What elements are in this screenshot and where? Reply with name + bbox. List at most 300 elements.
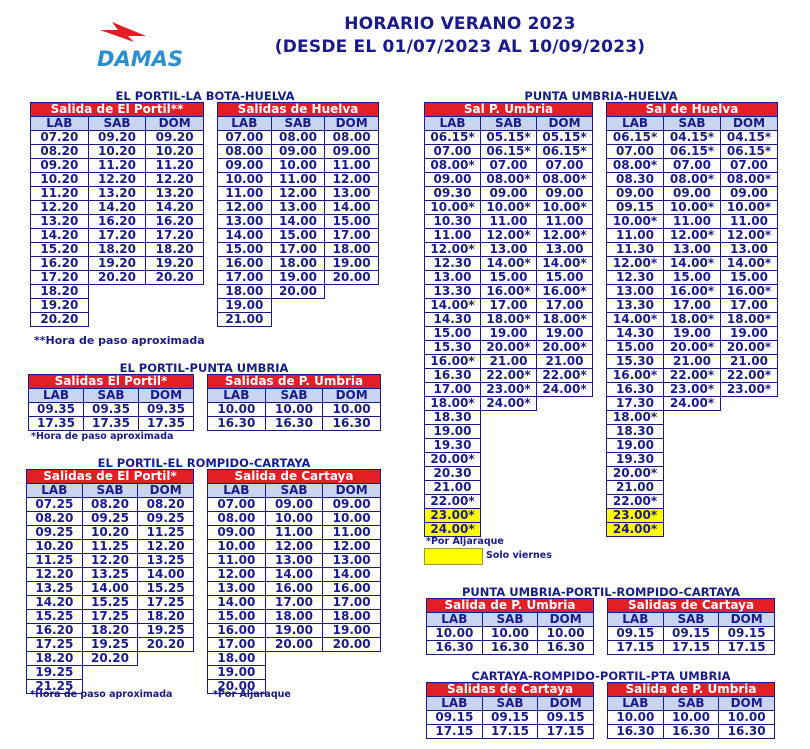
time-cell: 17.20 (88, 229, 146, 243)
time-cell: 14.30 (607, 327, 664, 341)
time-cell: 10.20 (88, 145, 146, 159)
table-row (425, 285, 593, 299)
time-cell (88, 285, 146, 299)
time-cell: 07.00 (481, 159, 537, 173)
time-cell: 22.00* (537, 369, 593, 383)
time-cell: 19.30 (607, 453, 664, 467)
time-cell: 18.00 (208, 652, 266, 666)
time-cell: 14.00* (425, 299, 481, 313)
table-row (425, 369, 593, 383)
time-cell: 15.30 (425, 341, 481, 355)
time-cell (265, 652, 323, 666)
table-row (218, 271, 379, 285)
table-row (218, 159, 379, 173)
time-cell: 15.00 (218, 243, 272, 257)
time-cell (721, 425, 778, 439)
time-cell: 09.00 (607, 187, 664, 201)
table-row (208, 582, 381, 596)
time-cell: 15.00 (537, 271, 593, 285)
time-cell: 12.00 (323, 540, 381, 554)
time-cell (481, 523, 537, 537)
time-cell: 13.30 (425, 285, 481, 299)
time-cell: 14.00 (138, 568, 194, 582)
time-cell: 19.00 (325, 257, 379, 271)
time-cell: 10.00* (425, 201, 481, 215)
time-cell: 13.00 (208, 582, 266, 596)
time-cell: 24.00* (425, 523, 481, 537)
column-header: DOM (719, 697, 775, 711)
table-row (607, 369, 778, 383)
table-row (27, 498, 194, 512)
time-cell (537, 523, 593, 537)
time-cell: 22.00* (481, 369, 537, 383)
table-row (607, 495, 778, 509)
time-cell: 16.30 (265, 417, 323, 431)
column-header: DOM (146, 117, 204, 131)
time-cell (721, 453, 778, 467)
table-row (31, 173, 204, 187)
table-row (607, 243, 778, 257)
time-cell: 08.00* (664, 173, 721, 187)
note-rompido-left: *Hora de paso aproximada (30, 689, 173, 700)
table-row (208, 526, 381, 540)
time-cell: 12.00* (607, 257, 664, 271)
time-cell: 19.20 (88, 257, 146, 271)
table-row (31, 145, 204, 159)
legend-label: Solo viernes (486, 550, 552, 561)
table-row (425, 243, 593, 257)
column-header: LAB (208, 389, 266, 403)
time-cell: 11.20 (146, 159, 204, 173)
time-cell: 10.00 (208, 540, 266, 554)
time-cell: 21.00 (721, 355, 778, 369)
table-row (425, 495, 593, 509)
column-header: LAB (208, 484, 266, 498)
time-cell: 14.00* (721, 257, 778, 271)
time-cell: 17.15 (427, 725, 483, 739)
table-row (425, 201, 593, 215)
time-cell: 12.20 (138, 540, 194, 554)
time-cell: 12.00* (481, 229, 537, 243)
time-cell: 13.00 (218, 215, 272, 229)
table-row (425, 383, 593, 397)
time-cell: 19.25 (82, 638, 138, 652)
time-cell: 09.20 (146, 131, 204, 145)
time-cell: 10.30 (425, 215, 481, 229)
time-cell: 10.00 (427, 627, 483, 641)
time-cell: 18.30 (607, 425, 664, 439)
time-cell: 23.00* (481, 383, 537, 397)
time-cell: 14.00* (607, 313, 664, 327)
table-row (208, 638, 381, 652)
table-row (31, 271, 204, 285)
time-cell: 14.30 (425, 313, 481, 327)
column-header: DOM (721, 117, 778, 131)
time-cell: 19.00 (323, 624, 381, 638)
time-cell: 07.20 (31, 131, 89, 145)
time-cell (664, 411, 721, 425)
time-cell: 16.00* (721, 285, 778, 299)
time-cell: 09.00 (664, 187, 721, 201)
time-cell: 08.00* (425, 159, 481, 173)
time-cell: 08.00* (481, 173, 537, 187)
time-cell: 14.20 (27, 596, 83, 610)
time-cell (721, 467, 778, 481)
time-cell: 14.20 (88, 201, 146, 215)
time-cell: 11.00 (265, 526, 323, 540)
time-cell: 09.20 (31, 159, 89, 173)
time-cell: 14.00 (325, 201, 379, 215)
time-cell: 22.00* (721, 369, 778, 383)
table-row (425, 271, 593, 285)
time-cell: 07.25 (27, 498, 83, 512)
time-cell: 18.00 (325, 243, 379, 257)
time-cell: 09.30 (425, 187, 481, 201)
table-row (427, 711, 594, 725)
table-row (31, 131, 204, 145)
table-row (427, 725, 594, 739)
time-cell: 14.00 (82, 582, 138, 596)
table-row (27, 610, 194, 624)
time-cell: 16.20 (31, 257, 89, 271)
table-row (607, 453, 778, 467)
time-cell: 09.00 (271, 145, 325, 159)
table-row (27, 666, 194, 680)
time-cell: 18.00* (481, 313, 537, 327)
section-title-pu-cartaya: PUNTA UMBRIA-PORTIL-ROMPIDO-CARTAYA (461, 585, 741, 599)
time-cell: 19.25 (138, 624, 194, 638)
time-cell: 10.20 (27, 540, 83, 554)
time-cell: 13.30 (607, 299, 664, 313)
time-cell: 06.15* (721, 145, 778, 159)
time-cell: 14.00 (208, 596, 266, 610)
time-cell: 19.00 (271, 271, 325, 285)
time-cell: 17.25 (138, 596, 194, 610)
time-cell (146, 285, 204, 299)
table-row (218, 145, 379, 159)
time-cell: 12.20 (88, 173, 146, 187)
time-cell: 18.20 (146, 243, 204, 257)
time-cell: 09.20 (88, 131, 146, 145)
time-cell: 06.15* (425, 131, 481, 145)
time-cell: 23.00* (607, 509, 664, 523)
time-cell: 11.00 (271, 173, 325, 187)
time-cell: 19.00 (425, 425, 481, 439)
table-row (31, 159, 204, 173)
table-row (218, 131, 379, 145)
table-row (607, 285, 778, 299)
time-cell: 11.00 (721, 215, 778, 229)
time-cell: 09.35 (84, 403, 139, 417)
time-cell: 10.00 (538, 627, 594, 641)
time-cell (88, 299, 146, 313)
note-bota: **Hora de paso aproximada (34, 334, 205, 347)
time-cell: 16.30 (719, 725, 775, 739)
column-header: SAB (82, 484, 138, 498)
table-row (607, 523, 778, 537)
time-cell: 09.00 (325, 145, 379, 159)
time-cell (664, 439, 721, 453)
time-cell: 10.00 (265, 403, 323, 417)
time-cell: 14.20 (31, 229, 89, 243)
time-cell: 20.20 (88, 271, 146, 285)
time-cell: 17.15 (538, 725, 594, 739)
timetable-pu-huelva-huelva (606, 102, 778, 537)
timetable-pu-cartaya-pumbria (426, 598, 594, 655)
time-cell: 04.15* (721, 131, 778, 145)
table-row (218, 173, 379, 187)
time-cell (537, 411, 593, 425)
time-cell: 19.20 (31, 299, 89, 313)
time-cell: 12.00* (721, 229, 778, 243)
time-cell: 14.00* (664, 257, 721, 271)
time-cell (537, 397, 593, 411)
column-header: SAB (482, 613, 538, 627)
time-cell: 15.00 (664, 271, 721, 285)
timetable-rompido-portil (26, 469, 194, 694)
table-row (427, 627, 594, 641)
time-cell: 16.00 (208, 624, 266, 638)
time-cell: 21.25 (27, 680, 83, 694)
time-cell: 13.20 (31, 215, 89, 229)
table-row (27, 512, 194, 526)
time-cell (323, 666, 381, 680)
table-row (425, 159, 593, 173)
time-cell (146, 299, 204, 313)
time-cell: 16.20 (27, 624, 83, 638)
time-cell: 14.00* (537, 257, 593, 271)
column-header: SAB (271, 117, 325, 131)
time-cell: 13.00 (325, 187, 379, 201)
table-row (218, 229, 379, 243)
time-cell: 20.20 (82, 652, 138, 666)
time-cell: 07.00 (721, 159, 778, 173)
time-cell: 10.00 (608, 711, 664, 725)
table-header: Sal P. Umbria (425, 103, 593, 117)
timetable-bota-huelva (217, 102, 379, 327)
time-cell: 12.20 (27, 568, 83, 582)
table-row (31, 229, 204, 243)
table-row (425, 187, 593, 201)
time-cell: 17.00 (265, 596, 323, 610)
time-cell: 09.15 (663, 627, 719, 641)
table-row (607, 131, 778, 145)
time-cell: 13.00 (323, 554, 381, 568)
time-cell: 18.00 (271, 257, 325, 271)
time-cell: 20.00* (425, 453, 481, 467)
time-cell: 13.00 (721, 243, 778, 257)
time-cell: 22.00* (664, 369, 721, 383)
time-cell: 19.00 (208, 666, 266, 680)
time-cell: 13.25 (27, 582, 83, 596)
table-row (218, 243, 379, 257)
timetable-portil-pu-portil (28, 374, 194, 431)
time-cell: 09.15 (608, 627, 664, 641)
table-row (425, 341, 593, 355)
time-cell: 16.30 (208, 417, 266, 431)
table-row (607, 159, 778, 173)
time-cell: 13.00 (481, 243, 537, 257)
timetable-cartaya-pu-pumbria (607, 682, 775, 739)
time-cell: 18.00 (218, 285, 272, 299)
time-cell: 09.25 (82, 512, 138, 526)
time-cell: 19.00 (721, 327, 778, 341)
time-cell: 10.20 (31, 173, 89, 187)
timetable-portil-pu-pumbria (207, 374, 381, 431)
time-cell: 18.00* (425, 397, 481, 411)
time-cell: 13.00 (425, 271, 481, 285)
time-cell: 09.00 (218, 159, 272, 173)
time-cell: 11.30 (607, 243, 664, 257)
table-row (31, 313, 204, 327)
time-cell: 06.15* (664, 145, 721, 159)
table-row (607, 439, 778, 453)
note-portil-pu: *Hora de paso aproximada (31, 431, 174, 442)
time-cell: 15.00 (271, 229, 325, 243)
time-cell: 17.00 (537, 299, 593, 313)
time-cell: 18.20 (27, 652, 83, 666)
column-header: DOM (325, 117, 379, 131)
table-row (218, 187, 379, 201)
time-cell: 17.20 (146, 229, 204, 243)
time-cell: 07.00 (664, 159, 721, 173)
time-cell: 16.30 (538, 641, 594, 655)
time-cell: 08.20 (27, 512, 83, 526)
time-cell: 16.00* (537, 285, 593, 299)
time-cell: 11.25 (27, 554, 83, 568)
timetable-pu-huelva-pumbria (424, 102, 593, 537)
time-cell: 14.00 (271, 215, 325, 229)
time-cell: 17.00 (664, 299, 721, 313)
time-cell: 06.15* (537, 145, 593, 159)
table-row (27, 596, 194, 610)
time-cell: 19.00 (537, 327, 593, 341)
time-cell: 12.00 (218, 201, 272, 215)
time-cell (271, 313, 325, 327)
time-cell: 17.25 (27, 638, 83, 652)
time-cell: 11.00 (607, 229, 664, 243)
time-cell: 11.00 (664, 215, 721, 229)
time-cell: 09.00 (265, 498, 323, 512)
table-row (607, 173, 778, 187)
timetable-pu-cartaya-cartaya (607, 598, 775, 655)
time-cell: 12.20 (146, 173, 204, 187)
time-cell: 16.20 (146, 215, 204, 229)
table-row (607, 509, 778, 523)
table-row (218, 299, 379, 313)
table-row (27, 652, 194, 666)
section-title-pu-huelva: PUNTA UMBRIA-HUELVA (524, 89, 678, 103)
time-cell (664, 509, 721, 523)
time-cell: 14.00 (265, 568, 323, 582)
table-row (608, 641, 775, 655)
table-row (218, 201, 379, 215)
time-cell: 15.25 (138, 582, 194, 596)
table-row (31, 201, 204, 215)
time-cell (88, 313, 146, 327)
time-cell: 11.00 (425, 229, 481, 243)
time-cell: 12.00 (271, 187, 325, 201)
time-cell: 23.00* (425, 509, 481, 523)
time-cell: 11.00 (218, 187, 272, 201)
section-title-cartaya-pu: CARTAYA-ROMPIDO-PORTIL-PTA UMBRIA (471, 669, 731, 683)
time-cell: 16.00* (607, 369, 664, 383)
table-row (607, 341, 778, 355)
time-cell: 13.20 (146, 187, 204, 201)
time-cell: 16.20 (88, 215, 146, 229)
time-cell: 19.00 (265, 624, 323, 638)
time-cell: 09.00 (481, 187, 537, 201)
time-cell: 13.00 (271, 201, 325, 215)
table-row (607, 257, 778, 271)
time-cell: 10.00* (481, 201, 537, 215)
time-cell: 20.00 (323, 638, 381, 652)
table-row (425, 229, 593, 243)
table-row (29, 403, 194, 417)
time-cell: 05.15* (537, 131, 593, 145)
table-header: Salidas de Huelva (218, 103, 379, 117)
time-cell: 17.20 (31, 271, 89, 285)
table-row (27, 540, 194, 554)
time-cell (721, 397, 778, 411)
column-header: DOM (538, 697, 594, 711)
time-cell: 08.00* (607, 159, 664, 173)
column-header: SAB (664, 117, 721, 131)
time-cell (721, 523, 778, 537)
table-row (607, 229, 778, 243)
time-cell: 10.00 (271, 159, 325, 173)
table-row (425, 327, 593, 341)
time-cell: 08.20 (31, 145, 89, 159)
table-row (31, 299, 204, 313)
table-row (425, 397, 593, 411)
time-cell (721, 509, 778, 523)
time-cell (325, 299, 379, 313)
time-cell: 21.00 (607, 481, 664, 495)
time-cell (664, 523, 721, 537)
table-row (29, 417, 194, 431)
time-cell: 13.25 (138, 554, 194, 568)
table-row (31, 215, 204, 229)
table-header: Salida de Cartaya (208, 470, 381, 484)
time-cell: 16.00* (664, 285, 721, 299)
table-row (31, 187, 204, 201)
time-cell: 10.00* (607, 215, 664, 229)
time-cell: 19.00 (607, 439, 664, 453)
time-cell: 09.15 (719, 627, 775, 641)
table-header: Salida de P. Umbria (427, 599, 594, 613)
table-row (607, 425, 778, 439)
time-cell: 10.00 (482, 627, 538, 641)
time-cell: 16.00 (265, 582, 323, 596)
time-cell: 16.30 (607, 383, 664, 397)
time-cell: 08.30 (607, 173, 664, 187)
time-cell: 10.00 (323, 403, 381, 417)
column-header: SAB (84, 389, 139, 403)
time-cell: 20.00 (271, 285, 325, 299)
table-row (208, 596, 381, 610)
time-cell: 18.00* (721, 313, 778, 327)
time-cell: 18.20 (88, 243, 146, 257)
table-row (218, 257, 379, 271)
time-cell: 18.30 (425, 411, 481, 425)
time-cell: 09.00 (537, 187, 593, 201)
time-cell: 16.00 (218, 257, 272, 271)
table-row (607, 215, 778, 229)
time-cell: 17.00 (325, 229, 379, 243)
time-cell: 09.00 (323, 498, 381, 512)
table-row (208, 498, 381, 512)
